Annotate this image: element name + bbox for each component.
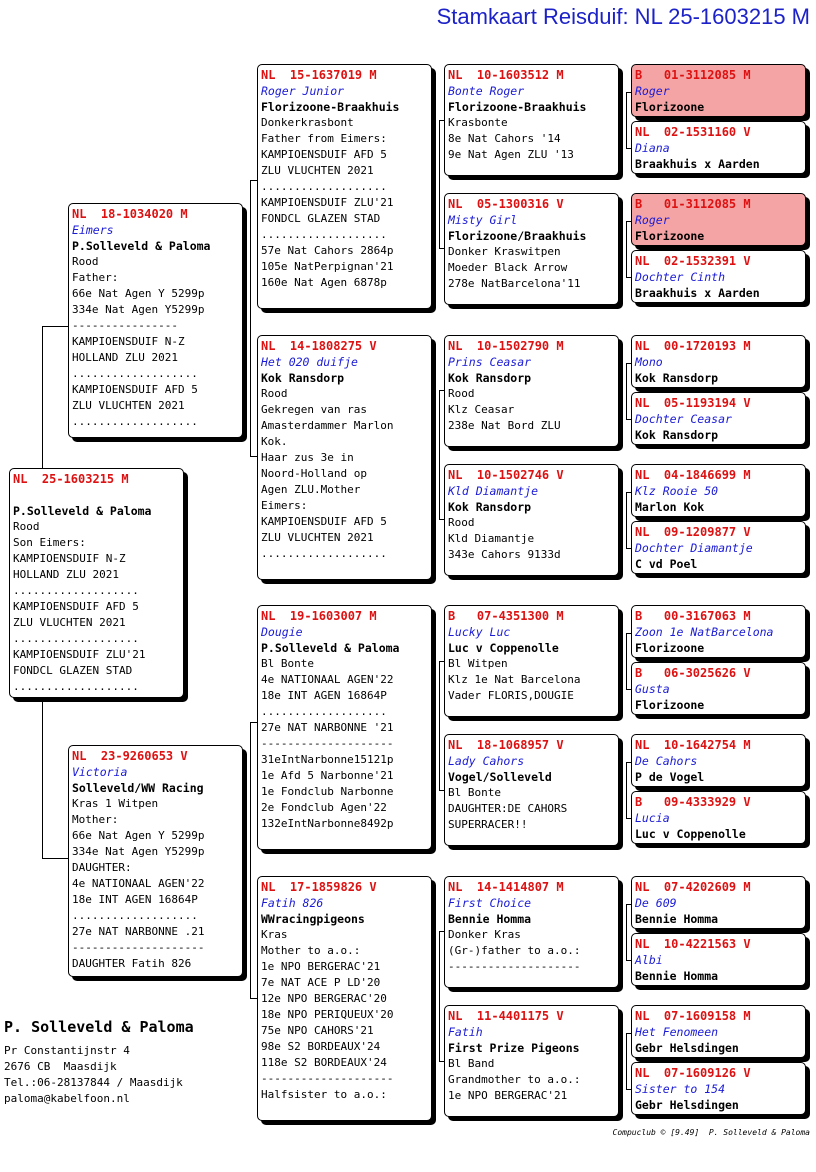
info-line: Rood (448, 516, 475, 529)
info-line: 2e Fondclub Agen'22 (261, 801, 387, 814)
pigeon-name: Roger Junior (261, 84, 345, 98)
connector-line (250, 180, 257, 181)
sire-card[interactable] (68, 203, 243, 438)
breeder-name: Braakhuis x Aarden (635, 157, 760, 171)
info-line: HOLLAND ZLU 2021 (13, 568, 119, 581)
info-line: Krasbonte (448, 116, 508, 129)
info-line: 334e Nat Agen Y5299p (72, 845, 205, 858)
breeder-name: First Prize Pigeons (448, 1041, 580, 1055)
info-line: 57e Nat Cahors 2864p (261, 244, 394, 257)
name-spacer (13, 487, 180, 503)
info-line: 31eIntNarbonne15121p (261, 753, 394, 766)
info-line: ................... (72, 415, 198, 428)
info-line: Haar zus 3e in (261, 451, 354, 464)
ring-number: NL 18-1034020 M (72, 207, 188, 221)
info-line: ................... (261, 705, 387, 718)
ring-number: NL 10-1502790 M (448, 339, 564, 353)
breeder-name: Marlon Kok (635, 500, 705, 514)
ring-number: B 06-3025626 V (635, 666, 751, 680)
info-line: ................... (261, 180, 387, 193)
breeder-name: Kok Ransdorp (635, 428, 719, 442)
connector-line (439, 931, 440, 1061)
ring-number: B 09-4333929 V (635, 795, 751, 809)
breeder-name: Gebr Helsdingen (635, 1041, 739, 1055)
ring-number: NL 10-1603512 M (448, 68, 564, 82)
connector-line (42, 698, 43, 858)
ring-number: NL 02-1531160 V (635, 125, 751, 139)
pigeon-name: Diana (635, 141, 670, 155)
info-line: Rood (72, 255, 99, 268)
pigeon-name: De Cahors (635, 754, 698, 768)
info-line: 66e Nat Agen Y 5299p (72, 829, 205, 842)
info-line: 18e INT AGEN 16864P (261, 689, 387, 702)
pigeon-name: First Choice (448, 896, 532, 910)
info-line: KAMPIOENSDUIF AFD 5 (261, 148, 387, 161)
breeder-name: WWracingpigeons (261, 912, 365, 926)
info-line: 12e NPO BERGERAC'20 (261, 992, 387, 1005)
grandparent-card[interactable] (257, 605, 432, 850)
pigeon-name: Lady Cahors (448, 754, 525, 768)
info-line: (Gr-)father to a.o.: (448, 944, 581, 957)
ring-number: NL 07-1609158 M (635, 1009, 751, 1023)
info-line: Kras (261, 928, 288, 941)
info-line: Kras 1 Witpen (72, 797, 159, 810)
connector-line (250, 998, 257, 999)
breeder-name: Solleveld/WW Racing (72, 781, 204, 795)
pigeon-name: Dochter Diamantje (635, 541, 753, 555)
ring-number: NL 05-1193194 V (635, 396, 751, 410)
breeder-name: Florizoone (635, 698, 705, 712)
breeder-name: Florizoone-Braakhuis (261, 100, 400, 114)
info-line: ---------------- (72, 319, 178, 332)
pigeon-name: Het 020 duifje (261, 355, 358, 369)
breeder-name: Florizoone (635, 641, 705, 655)
great-great-grandparent-card[interactable] (631, 791, 806, 844)
info-line: ................... (13, 680, 139, 693)
breeder-name: Florizoone (635, 100, 705, 114)
great-great-grandparent-card[interactable] (631, 605, 806, 658)
pigeon-name: Kld Diamantje (448, 484, 539, 498)
breeder-name: Bennie Homma (448, 912, 532, 926)
ring-number: NL 14-1808275 V (261, 339, 377, 353)
info-line: 238e Nat Bord ZLU (448, 419, 561, 432)
breeder-name: Florizoone/Braakhuis (448, 229, 587, 243)
ring-number: B 00-3167063 M (635, 609, 751, 623)
great-great-grandparent-card[interactable] (631, 250, 806, 303)
info-line: 132eIntNarbonne8492p (261, 817, 394, 830)
info-line: Kok. (261, 435, 288, 448)
pigeon-name: Fatih (448, 1025, 483, 1039)
pigeon-name: Bonte Roger (448, 84, 525, 98)
pigeon-name: Dochter Cinth (635, 270, 726, 284)
info-line: SUPERRACER!! (448, 818, 528, 831)
info-line: KAMPIOENSDUIF AFD 5 (72, 383, 198, 396)
breeder-name: Braakhuis x Aarden (635, 286, 760, 300)
info-line: 9e Nat Agen ZLU '13 (448, 148, 574, 161)
info-line: 118e S2 BORDEAUX'24 (261, 1056, 387, 1069)
pigeon-name: Dougie (261, 625, 303, 639)
info-line: HOLLAND ZLU 2021 (72, 351, 178, 364)
info-line: Son Eimers: (13, 536, 86, 549)
pigeon-name: Zoon 1e NatBarcelona (635, 625, 774, 639)
info-line: 105e NatPerpignan'21 (261, 260, 394, 273)
info-line: Donker Kras (448, 928, 521, 941)
breeder-name: Kok Ransdorp (261, 371, 345, 385)
connector-line (439, 120, 440, 248)
pigeon-name: Albi (635, 953, 663, 967)
info-line: 27e NAT NARBONNE '21 (261, 721, 394, 734)
great-great-grandparent-card[interactable] (631, 933, 806, 986)
info-line: Klz Ceasar (448, 403, 515, 416)
pigeon-name: De 609 (635, 896, 677, 910)
breeder-name: Gebr Helsdingen (635, 1098, 739, 1112)
breeder-name: Luc v Coppenolle (448, 641, 559, 655)
info-line: -------------------- (261, 1072, 394, 1085)
owner-address: Pr Constantijnstr 4 (4, 1044, 130, 1057)
info-line: 66e Nat Agen Y 5299p (72, 287, 205, 300)
info-line: Vader FLORIS,DOUGIE (448, 689, 574, 702)
pigeon-name: Eimers (72, 223, 114, 237)
connector-line (626, 221, 627, 277)
breeder-name: C vd Poel (635, 557, 698, 571)
info-line: KAMPIOENSDUIF N-Z (13, 552, 126, 565)
ring-number: NL 17-1859826 V (261, 880, 377, 894)
pigeon-name: Het Fenomeen (635, 1025, 719, 1039)
breeder-name: P.Solleveld & Paloma (13, 504, 152, 518)
info-line: Kld Diamantje (448, 532, 535, 545)
ring-number: B 01-3112085 M (635, 197, 751, 211)
connector-line (250, 456, 257, 457)
info-line: 4e NATIONAAL AGEN'22 (72, 877, 205, 890)
info-line: Moeder Black Arrow (448, 261, 568, 274)
info-line: Father: (72, 271, 119, 284)
great-grandparent-card[interactable] (444, 193, 619, 305)
info-line: ZLU VLUCHTEN 2021 (261, 164, 374, 177)
ring-number: NL 05-1300316 V (448, 197, 564, 211)
ring-number: NL 04-1846699 M (635, 468, 751, 482)
connector-line (626, 92, 627, 148)
dam-card[interactable] (68, 745, 243, 977)
info-line: Gekregen van ras (261, 403, 367, 416)
info-line: Bl Bonte (448, 786, 501, 799)
breeder-name: P de Vogel (635, 770, 705, 784)
pigeon-name: Victoria (72, 765, 128, 779)
info-line: -------------------- (448, 960, 581, 973)
great-great-grandparent-card[interactable] (631, 193, 806, 246)
info-line: 334e Nat Agen Y5299p (72, 303, 205, 316)
ring-number: NL 19-1603007 M (261, 609, 377, 623)
breeder-name: Kok Ransdorp (635, 371, 719, 385)
info-line: Bl Witpen (448, 657, 508, 670)
info-line: Agen ZLU.Mother (261, 483, 361, 496)
breeder-name: P.Solleveld & Paloma (261, 641, 400, 655)
info-line: 4e NATIONAAL AGEN'22 (261, 673, 394, 686)
info-line: 1e NPO BERGERAC'21 (448, 1089, 568, 1102)
info-line: KAMPIOENSDUIF N-Z (72, 335, 185, 348)
info-line: Klz 1e Nat Barcelona (448, 673, 581, 686)
breeder-name: Bennie Homma (635, 912, 719, 926)
pigeon-name: Roger (635, 84, 670, 98)
breeder-name: Luc v Coppenolle (635, 827, 746, 841)
ring-number: NL 15-1637019 M (261, 68, 377, 82)
grandparent-card[interactable] (257, 64, 432, 309)
info-line: ZLU VLUCHTEN 2021 (13, 616, 126, 629)
connector-line (250, 180, 251, 456)
info-line: ZLU VLUCHTEN 2021 (261, 531, 374, 544)
great-great-grandparent-card[interactable] (631, 1005, 806, 1058)
pigeon-name: Sister to 154 (635, 1082, 726, 1096)
info-line: Rood (261, 387, 288, 400)
great-great-grandparent-card[interactable] (631, 121, 806, 174)
info-line: KAMPIOENSDUIF AFD 5 (13, 600, 139, 613)
info-line: KAMPIOENSDUIF ZLU'21 (13, 648, 146, 661)
info-line: 27e NAT NARBONNE .21 (72, 925, 205, 938)
grandparent-card[interactable] (257, 335, 432, 580)
connector-line (626, 363, 627, 419)
info-line: Mother to a.o.: (261, 944, 361, 957)
info-line: ................... (13, 632, 139, 645)
owner-phone: Tel.:06-28137844 / Maasdijk (4, 1076, 183, 1089)
grandparent-card[interactable] (257, 876, 432, 1121)
info-line: 18e NPO PERIQUEUX'20 (261, 1008, 394, 1021)
pigeon-name: Dochter Ceasar (635, 412, 732, 426)
great-great-grandparent-card[interactable] (631, 464, 806, 517)
pigeon-name: Lucia (635, 811, 670, 825)
great-grandparent-card[interactable] (444, 734, 619, 846)
owner-name: P. Solleveld & Paloma (4, 1018, 194, 1036)
great-grandparent-card[interactable] (444, 1005, 619, 1117)
ring-number: NL 11-4401175 V (448, 1009, 564, 1023)
ring-number: NL 10-4221563 V (635, 937, 751, 951)
ring-number: NL 00-1720193 M (635, 339, 751, 353)
ring-number: NL 18-1068957 V (448, 738, 564, 752)
pigeon-name: Roger (635, 213, 670, 227)
info-line: ................... (13, 584, 139, 597)
ring-number: B 01-3112085 M (635, 68, 751, 82)
info-line: Rood (13, 520, 40, 533)
great-great-grandparent-card[interactable] (631, 64, 806, 117)
connector-line (626, 633, 627, 689)
ring-number: B 07-4351300 M (448, 609, 564, 623)
info-line: 7e NAT ACE P LD'20 (261, 976, 381, 989)
info-line: -------------------- (72, 941, 205, 954)
info-line: KAMPIOENSDUIF ZLU'21 (261, 196, 394, 209)
info-line: Noord-Holland op (261, 467, 367, 480)
info-line: Father from Eimers: (261, 132, 387, 145)
info-line: Donkerkrasbont (261, 116, 354, 129)
breeder-name: Bennie Homma (635, 969, 719, 983)
connector-line (42, 326, 43, 468)
connector-line (439, 390, 440, 519)
connector-line (439, 661, 440, 790)
ring-number: NL 23-9260653 V (72, 749, 188, 763)
info-line: DAUGHTER: (72, 861, 132, 874)
info-line: ZLU VLUCHTEN 2021 (72, 399, 185, 412)
ring-number: NL 02-1532391 V (635, 254, 751, 268)
info-line: Mother: (72, 813, 119, 826)
info-line: DAUGHTER:DE CAHORS (448, 802, 568, 815)
info-line: Bl Band (448, 1057, 495, 1070)
breeder-name: Florizoone-Braakhuis (448, 100, 587, 114)
connector-line (250, 722, 251, 998)
ring-number: NL 10-1502746 V (448, 468, 564, 482)
pigeon-name: Gusta (635, 682, 670, 696)
breeder-name: Vogel/Solleveld (448, 770, 552, 784)
info-line: FONDCL GLAZEN STAD (13, 664, 133, 677)
pigeon-name: Klz Rooie 50 (635, 484, 719, 498)
info-line: 8e Nat Cahors '14 (448, 132, 561, 145)
info-line: KAMPIOENSDUIF AFD 5 (261, 515, 387, 528)
owner-email[interactable]: paloma@kabelfoon.nl (4, 1092, 130, 1105)
ring-number: NL 10-1642754 M (635, 738, 751, 752)
pigeon-name: Lucky Luc (448, 625, 511, 639)
great-grandparent-card[interactable] (444, 335, 619, 447)
info-line: Eimers: (261, 499, 308, 512)
info-line: -------------------- (261, 737, 394, 750)
info-line: Halfsister to a.o.: (261, 1088, 387, 1101)
ring-number: NL 07-4202609 M (635, 880, 751, 894)
info-line: 343e Cahors 9133d (448, 548, 561, 561)
breeder-name: P.Solleveld & Paloma (72, 239, 211, 253)
great-great-grandparent-card[interactable] (631, 876, 806, 929)
page-title: Stamkaart Reisduif: NL 25-1603215 M (436, 4, 810, 29)
info-line: 1e Afd 5 Narbonne'21 (261, 769, 394, 782)
great-great-grandparent-card[interactable] (631, 335, 806, 388)
connector-line (42, 326, 68, 327)
info-line: 18e INT AGEN 16864P (72, 893, 198, 906)
pigeon-name: Mono (635, 355, 663, 369)
info-line: DAUGHTER Fatih 826 (72, 957, 192, 970)
footer-credit: Compuclub © [9.49] P. Solleveld & Paloma (612, 1128, 810, 1137)
info-line: FONDCL GLAZEN STAD (261, 212, 381, 225)
great-grandparent-card[interactable] (444, 605, 619, 717)
ring-number: NL 14-1414807 M (448, 880, 564, 894)
great-grandparent-card[interactable] (444, 64, 619, 176)
info-line: Grandmother to a.o.: (448, 1073, 581, 1086)
info-line: Amasterdammer Marlon (261, 419, 394, 432)
great-grandparent-card[interactable] (444, 464, 619, 576)
connector-line (626, 762, 627, 818)
connector-line (626, 1033, 627, 1089)
pigeon-name: Prins Ceasar (448, 355, 532, 369)
great-grandparent-card[interactable] (444, 876, 619, 988)
great-great-grandparent-card[interactable] (631, 662, 806, 715)
connector-line (626, 904, 627, 960)
ring-number: NL 25-1603215 M (13, 472, 129, 486)
breeder-name: Kok Ransdorp (448, 371, 532, 385)
info-line: 1e Fondclub Narbonne (261, 785, 394, 798)
info-line: 75e NPO CAHORS'21 (261, 1024, 374, 1037)
ring-number: NL 07-1609126 V (635, 1066, 751, 1080)
info-line: ................... (72, 367, 198, 380)
pigeon-name: Misty Girl (448, 213, 518, 227)
info-line: Rood (448, 387, 475, 400)
connector-line (42, 858, 68, 859)
owner-city: 2676 CB Maasdijk (4, 1060, 117, 1073)
ring-number: NL 09-1209877 V (635, 525, 751, 539)
great-great-grandparent-card[interactable] (631, 734, 806, 787)
connector-line (626, 492, 627, 548)
great-great-grandparent-card[interactable] (631, 1062, 806, 1115)
breeder-name: Kok Ransdorp (448, 500, 532, 514)
great-great-grandparent-card[interactable] (631, 521, 806, 574)
info-line: ................... (261, 547, 387, 560)
info-line: 278e NatBarcelona'11 (448, 277, 581, 290)
pigeon-name: Fatih 826 (261, 896, 324, 910)
great-great-grandparent-card[interactable] (631, 392, 806, 445)
info-line: 160e Nat Agen 6878p (261, 276, 387, 289)
subject-card[interactable] (9, 468, 184, 698)
info-line: ................... (261, 228, 387, 241)
info-line: ................... (72, 909, 198, 922)
breeder-name: Florizoone (635, 229, 705, 243)
info-line: Bl Bonte (261, 657, 314, 670)
info-line: 98e S2 BORDEAUX'24 (261, 1040, 381, 1053)
connector-line (250, 722, 257, 723)
info-line: Donker Kraswitpen (448, 245, 561, 258)
info-line: 1e NPO BERGERAC'21 (261, 960, 381, 973)
